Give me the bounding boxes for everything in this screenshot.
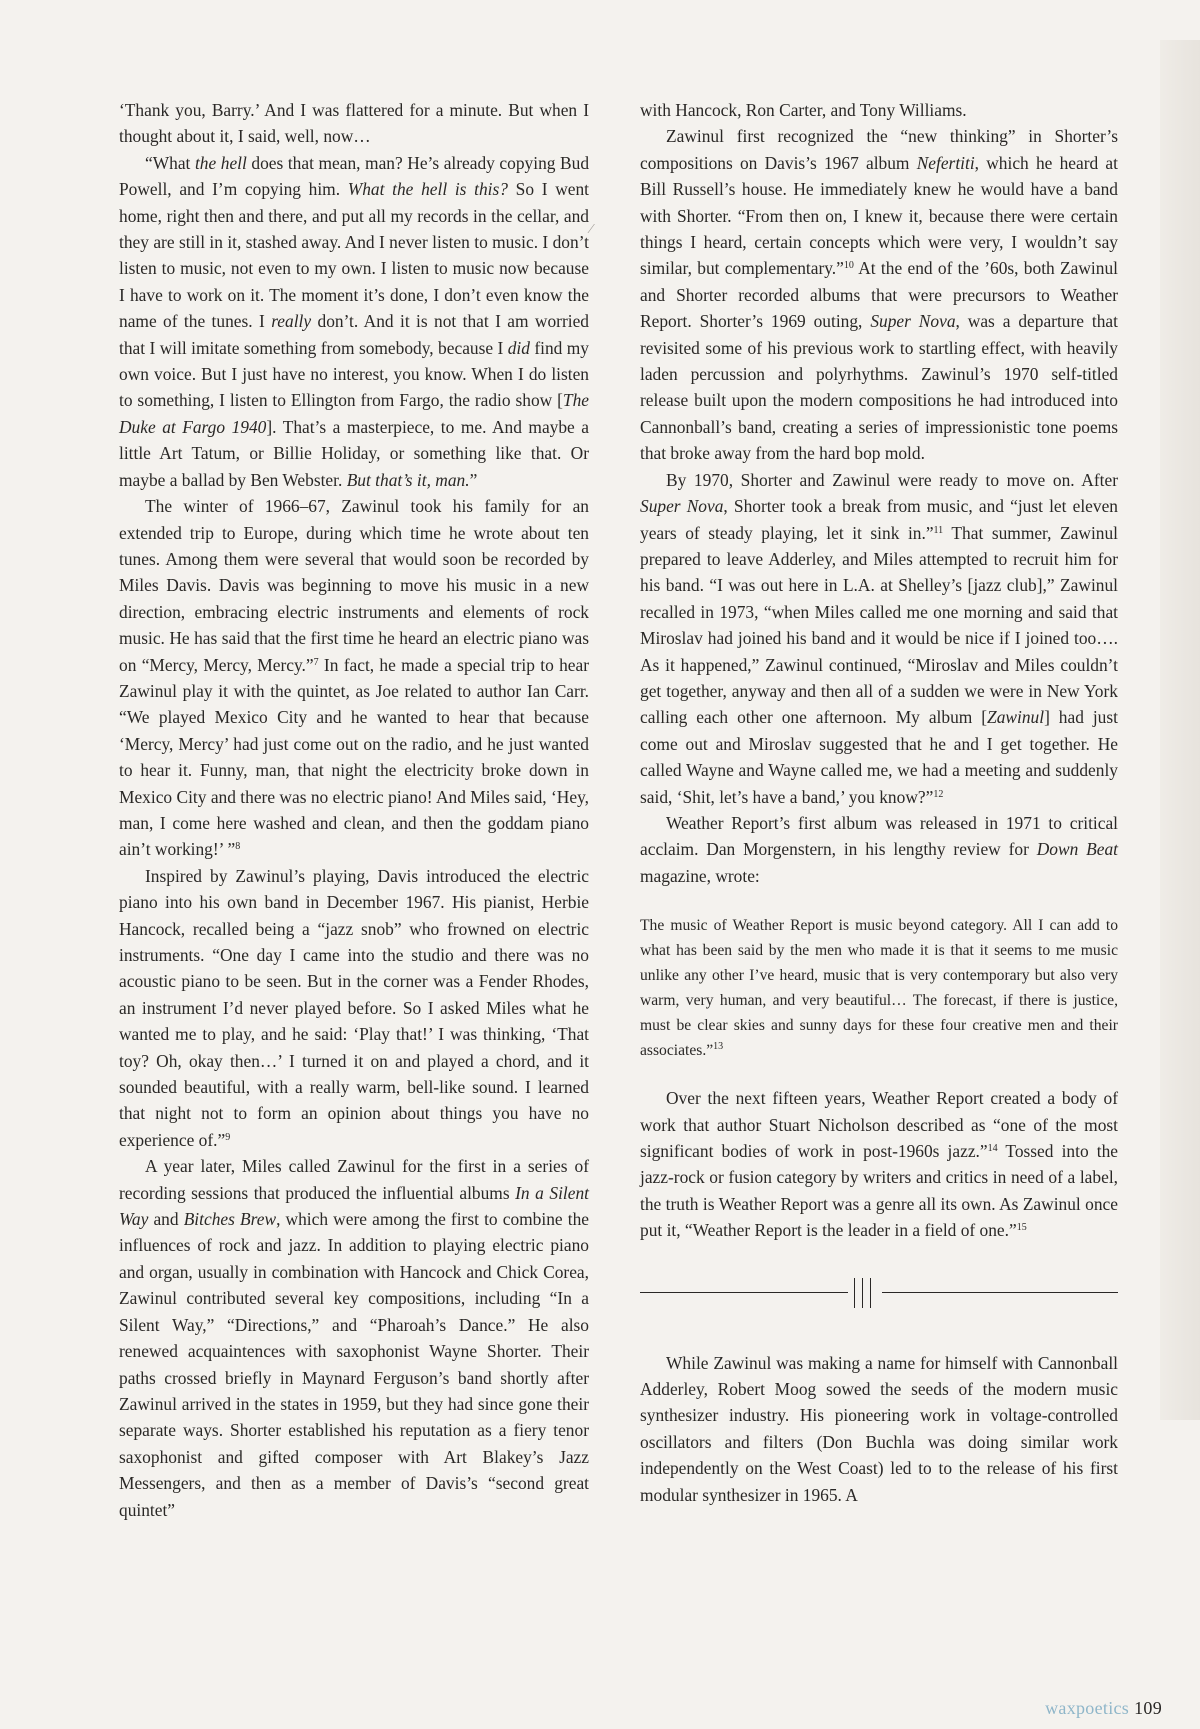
paragraph: ‘Thank you, Barry.’ And I was flattered for a minute. But when I thought about it, I said, well, now… [119, 100, 589, 147]
paragraph: “What the hell does that mean, man? He’s already copying Bud Powell, and I’m copying him. What the hell is this? So I went home, right then and there, and put all my records in the cellar, and they are still in it, stashed away. And I never listen to music. I don’t listen to music, not even to my own. I listen to music now because I have to work on it. The moment it’s done, I don’t even know the name of the tunes. I really don’t. And it is not that I am worried that I will imitate something from somebody, because I did find my own voice. But I just have no interest, you know. When I do listen to something, I listen to Ellington from Fargo, the radio show [The Duke at Fargo 1940]. That’s a masterpiece, to me. And maybe a little Art Tatum, or Billie Holiday, or something like that. Or maybe a ballad by Ben Webster. But that’s it, man.” [119, 152, 590, 490]
right-column [640, 97, 1118, 1508]
page-number: 109 [1134, 1698, 1162, 1718]
quote-text: The music of Weather Report is music beyond category. All I can add to what has been said by the men who made it is that it seems to me music unlike any other I’ve heard, music that is very contemporary but also very warm, very human, and very beautiful… The forecast, if there is justice, must be clear skies and sunny days for these four creative men and their associates.”$^{13}$ [640, 917, 1118, 1060]
divider-line-right [882, 1292, 1118, 1293]
paragraph: Weather Report’s first album was released in 1971 to critical acclaim. Dan Morgenstern, in his lengthy review for Down Beat magazine, wrote: [640, 812, 1118, 886]
paragraph: Inspired by Zawinul’s playing, Davis introduced the electric piano into his own band in December 1967. His pianist, Herbie Hancock, recalled being a “jazz snob” who frowned on electric instruments. “One day I came into the studio and there was no acoustic piano to be seen. But in the corner was a Fender Rhodes, an instrument I’d never played before. So I asked Miles what he wanted me to play, and he said: ‘Play that!’ I was thinking, ‘That toy? Oh, okay then…’ I turned it on and played a chord, and it sounded beautiful, with a really warm, bell-like sound. I learned that night not to form an opinion about things you have no experience of.”$^9$ [119, 865, 589, 1150]
divider-bar [870, 1278, 871, 1308]
magazine-brand: waxpoetics [1045, 1698, 1130, 1718]
paragraph: While Zawinul was making a name for himself with Cannonball Adderley, Robert Moog sowed the seeds of the modern music synthesizer industry. His pioneering work in voltage-controlled oscillators and filters (Don Buchla was doing similar work independently on the West Coast) led to to the release of his first modular synthesizer in 1965. A [640, 1352, 1118, 1505]
paragraph: with Hancock, Ron Carter, and Tony Williams. [640, 100, 967, 120]
section-divider [640, 1272, 1118, 1312]
divider-line-left [640, 1292, 848, 1293]
paragraph: The winter of 1966–67, Zawinul took his family for an extended trip to Europe, during which time he wrote about ten tunes. Among them were several that would soon be recorded by Miles Davis. Davis was beginning to move his music in a new direction, embracing electric instruments and elements of rock music. He has said that the first time he heard an electric piano was on “Mercy, Mercy, Mercy.”$^7$ In fact, he made a special trip to hear Zawinul play it with the quintet, as Joe related to author Ian Carr. “We played Mexico City and he wanted to hear that because ‘Mercy, Mercy’ had just come out on the radio, and he just wanted to hear it. Funny, man, that night the electricity broke down in Mexico City and there was no electric piano! And Miles said, ‘Hey, man, I come here washed and clean, and then the goddam piano ain’t working!’ ”$^8$ [119, 496, 590, 860]
block-quote [640, 913, 1118, 1063]
page-footer [1045, 1698, 1162, 1719]
paragraph: Zawinul first recognized the “new thinking” in Shorter’s compositions on Davis’s 1967 album Nefertiti, which he heard at Bill Russell’s house. He immediately knew he would have a band with Shorter. “From then on, I knew it, because there were certain things I heard, certain concepts which were very, I wouldn’t say similar, but complementary.”$^{10}$ At the end of the ’60s, both Zawinul and Shorter recorded albums that were precursors to Weather Report. Shorter’s 1969 outing, Super Nova, was a departure that revisited some of his previous work to startling effect, with heavily laden percussion and polyrhythms. Zawinul’s 1970 self-titled release built upon the modern compositions he had introduced into Cannonball’s band, creating a series of impressionistic tone poems that broke away from the hard bop mold. [640, 126, 1118, 464]
divider-bar [854, 1278, 855, 1308]
pen-mark: ⁄ [590, 222, 593, 237]
paragraph: By 1970, Shorter and Zawinul were ready to move on. After Super Nova, Shorter took a break from music, and “just let eleven years of steady playing, let it sink in.”$^{11}$ That summer, Zawinul prepared to leave Adderley, and Miles attempted to recruit him for his band. “I was out here in L.A. at Shelley’s [jazz club],” Zawinul recalled in 1973, “when Miles called me one morning and said that Miroslav had joined his band and it would be nice if I joined too…. As it happened,” Zawinul continued, “Miroslav and Miles couldn’t get together, anyway and then all of a sudden we were in New York calling each other one afternoon. My album [Zawinul] had just come out and Miroslav suggested that he and I get together. He called Wayne and Wayne called me, we had a meeting and suddenly said, ‘Shit, let’s have a band,’ you know?”$^{12}$ [640, 469, 1118, 807]
page-edge-shadow [1160, 40, 1200, 1420]
divider-bar [862, 1278, 863, 1308]
paragraph: Over the next fifteen years, Weather Report created a body of work that author Stuart Nicholson described as “one of the most significant bodies of work in post-1960s jazz.”$^{14}$ Tossed into the jazz-rock or fusion category by writers and critics in need of a label, the truth is Weather Report was a genre all its own. As Zawinul once put it, “Weather Report is the leader in a field of one.”$^{15}$ [640, 1088, 1118, 1241]
paragraph: A year later, Miles called Zawinul for the first in a series of recording sessions that produced the influential albums In a Silent Way and Bitches Brew, which were among the first to combine the influences of rock and jazz. In addition to playing electric piano and organ, usually in combination with Hancock and Chick Corea, Zawinul contributed several key compositions, including “In a Silent Way,” “Directions,” and “Pharoah’s Dance.” He also renewed acquaintences with saxophonist Wayne Shorter. Their paths crossed briefly in Maynard Ferguson’s band shortly after Zawinul arrived in the states in 1959, but they had since gone their separate ways. Shorter established his reputation as a fiery tenor saxophonist and gifted composer with Art Blakey’s Jazz Messengers, and then as a member of Davis’s “second great quintet” [119, 1156, 589, 1520]
left-column [119, 97, 589, 1523]
